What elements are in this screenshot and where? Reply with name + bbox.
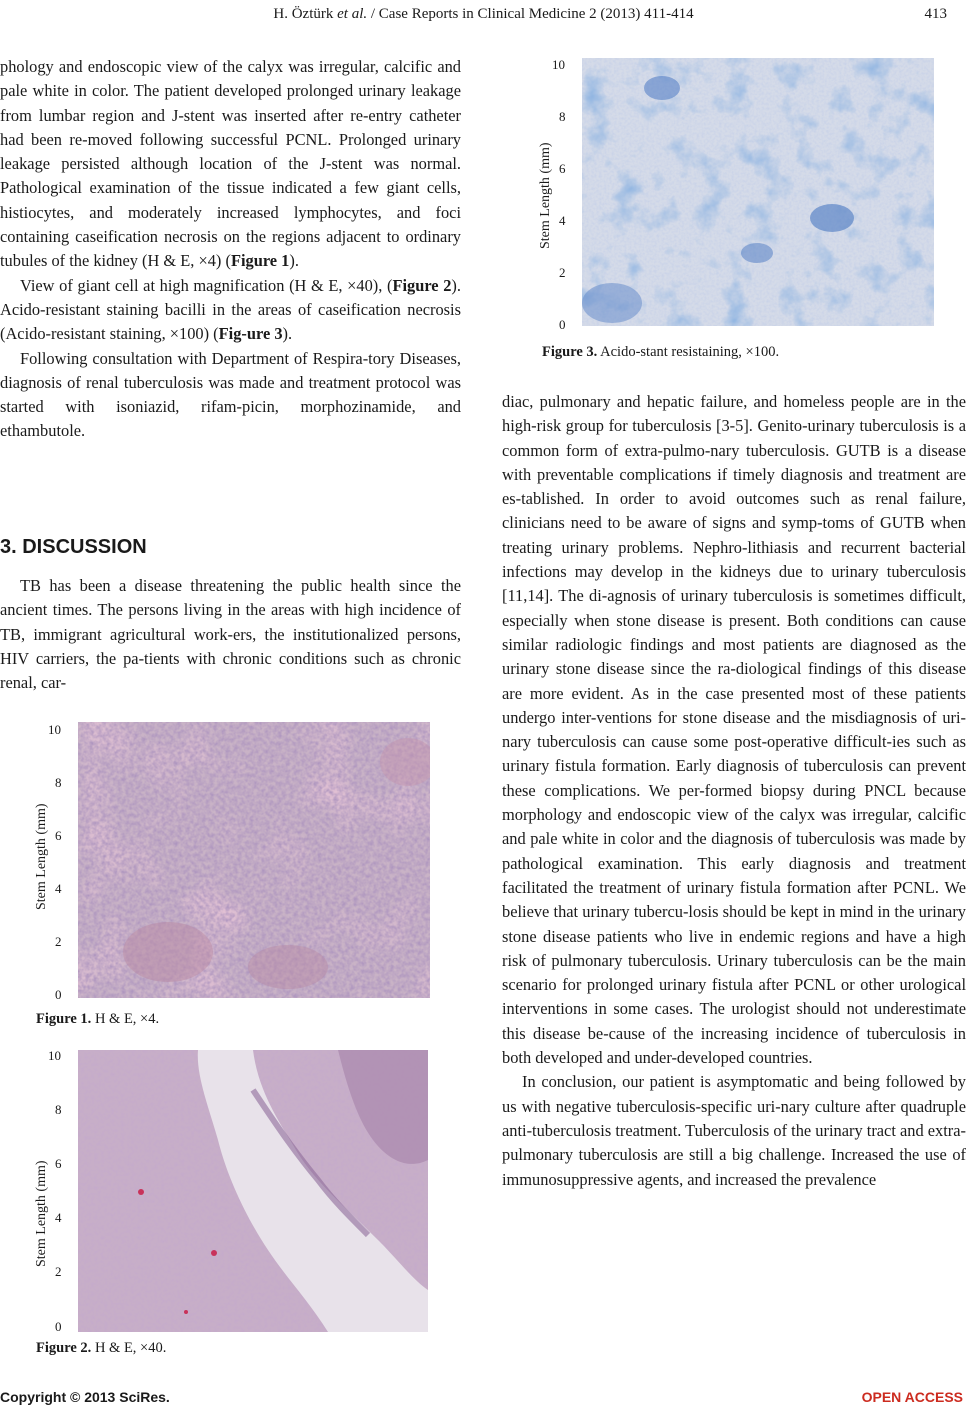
journal-title: / Case Reports in Clinical Medicine 2 (2013) 411-414: [367, 6, 694, 22]
figure-1-micrograph: [78, 722, 430, 998]
figure-1-tick: 4: [55, 881, 62, 896]
figure-3-tick: 4: [559, 213, 566, 228]
figure-1-tick: 10: [48, 722, 61, 737]
paragraph-text: ).: [289, 251, 299, 271]
open-access-badge: OPEN ACCESS: [861, 1389, 963, 1405]
figure-2-reference[interactable]: Figure 2: [392, 275, 452, 295]
paragraph-risk-groups: diac, pulmonary and hepatic failure, and homeless people are in the high-risk group for tuberculosis [3-5]. Genito-urinary tuberculosis is a common form of extra-pulmo-nary tuberculosis. GUTB is a disease with preventable complications if timely diagnosis and treatment are es-tablished. In order to avoid outcomes such as renal failure, clinicians need to be aware of signs and symp-toms of GUTB when treating urinary problems. Nephro-lithiasis and recurrent bacterial infections may develop in the kidneys due to urinary tuberculosis [11,14]. The di-agnosis of urinary tuberculosis is sometimes difficult, especially when stone disease is present. Both conditions can cause similar radiologic findings and most patients are diagnosed as the urinary stone disease since the ra-diological findings of this disease are more evident. As in the case presented most of these patients undergo inter-ventions for stone disease and the misdiagnosis of uri-nary tuberculosis can cause some post-operative difficult-ies such as urinary fistula formation. Early diagnosis of tuberculosis can prevent these complications. We per-formed biopsy during PNCL because morphology and endoscopic view of the calyx was irregular, calcific and pale white in color and the diagnosis of tuberculosis was made by pathological examination. This early diagnosis and treatment facilitated the treatment of urinary fistula formation after PCNL. We believe that urinary tubercu-losis should be kept in mind in the urinary stone disease patients who live in endemic regions and have a high risk of pulmonary tuberculosis. Urinary tuberculosis can be the main scenario for prolonged urinary fistula after PCNL or other urological interventions in some cases. The urologist should not underestimate this disease be-cause of the increasing incidence of tuberculosis in both developed and under-developed countries.: [502, 392, 966, 1068]
figure-3-tick: 6: [559, 161, 566, 176]
figure-3-tick: 8: [559, 109, 566, 124]
figure-3-reference[interactable]: Fig-ure 3: [218, 324, 283, 344]
figure-2-y-axis-label: Stem Length (mm): [34, 1160, 49, 1267]
right-column: [502, 390, 966, 1192]
paragraph-discussion: TB has been a disease threatening the public health since the ancient times. The persons living in the areas with high incidence of TB, immigrant agricultural work-ers, the institutionalized persons, HIV carriers, the pa-tients with chronic conditions such as chronic renal, car-: [0, 576, 461, 693]
paragraph-conclusion: In conclusion, our patient is asymptomatic and being followed by us with negative tuberculosis-specific uri-nary culture after quadruple anti-tuberculosis treatment. Tuberculosis of the urinary tract and extra-pulmonary tuberculosis are still a big challenge. Increased the use of immunosuppressive agents, and increased the prevalence: [502, 1072, 966, 1189]
page-number: 413: [924, 6, 947, 22]
figure-2-tick: 2: [55, 1264, 62, 1279]
figure-2-tick: 6: [55, 1156, 62, 1171]
copyright-notice: Copyright © 2013 SciRes.: [0, 1389, 170, 1405]
paragraph-text: phology and endoscopic view of the calyx was irregular, calcific and pale white in color. The patient developed prolonged urinary leakage from lumbar region and J-stent was inserted after re-entry catheter had been re-moved following successful PCNL. Prolonged urinary leakage persisted although location of the J-stent was normal. Pathological examination of the tissue indicated a few giant cells, histiocytes, and moderately increased lymphocytes, and foci containing caseification necrosis on the regions adjacent to ordinary tubules of the kidney (H & E, ×4) (: [0, 57, 461, 271]
figure-1-tick: 6: [55, 828, 62, 843]
paragraph-text: View of giant cell at high magnification (H & E, ×40), (: [20, 275, 393, 295]
figure-2-caption-text: H & E, ×40.: [91, 1340, 167, 1356]
he-stain-high-mag-image: [78, 1050, 428, 1332]
figure-3-micrograph: [582, 58, 934, 326]
author-name: H. Öztürk: [273, 6, 338, 22]
figure-2-label: Figure 2.: [36, 1340, 92, 1356]
acid-fast-stain-image: [582, 58, 934, 326]
page-footer: [0, 1389, 967, 1411]
left-column: [0, 55, 461, 444]
figure-1-caption: [36, 1011, 159, 1028]
paragraph-text: ).: [282, 324, 293, 344]
figure-2-tick: 0: [55, 1319, 62, 1334]
running-header: [0, 4, 967, 26]
figure-2: [0, 1040, 461, 1360]
figure-3-tick: 0: [559, 317, 566, 332]
figure-1-y-axis-label: Stem Length (mm): [34, 803, 49, 910]
figure-3: [530, 55, 966, 375]
figure-1: [0, 712, 461, 1032]
paragraph-case-continued: [0, 55, 461, 274]
figure-1-reference[interactable]: Figure 1: [230, 251, 290, 271]
figure-1-tick: 2: [55, 934, 62, 949]
section-heading-discussion: 3. DISCUSSION: [0, 536, 147, 558]
figure-2-tick: 4: [55, 1210, 62, 1225]
figure-3-y-axis-label: Stem Length (mm): [538, 142, 553, 249]
et-al: et al.: [337, 6, 368, 22]
left-column-discussion: [0, 574, 461, 695]
paragraph-text: ). Acido-resistant staining bacilli in the areas of caseification necrosis (Acido-resistant staining, ×100) (: [0, 275, 461, 344]
figure-2-tick: 10: [48, 1048, 61, 1063]
figure-3-caption-text: Acido-stant resistaining, ×100.: [597, 344, 780, 360]
figure-2-tick: 8: [55, 1102, 62, 1117]
figure-2-caption: [36, 1340, 166, 1357]
figure-1-label: Figure 1.: [36, 1011, 92, 1027]
figure-3-label: Figure 3.: [542, 344, 598, 360]
figure-1-caption-text: H & E, ×4.: [91, 1011, 160, 1027]
figure-1-tick: 0: [55, 987, 62, 1002]
paragraph-treatment: Following consultation with Department of Respira-tory Diseases, diagnosis of renal tuberculosis was made and treatment protocol was started with isoniazid, rifam-picin, morphozinamide, and ethambutole.: [0, 348, 461, 441]
journal-citation: [0, 6, 967, 23]
figure-2-micrograph: [78, 1050, 428, 1332]
figure-1-tick: 8: [55, 775, 62, 790]
he-stain-low-mag-image: [78, 722, 430, 998]
figure-3-tick: 10: [552, 57, 565, 72]
figure-3-tick: 2: [559, 265, 566, 280]
paragraph-giant-cell: [0, 274, 461, 347]
figure-3-caption: [542, 344, 779, 361]
